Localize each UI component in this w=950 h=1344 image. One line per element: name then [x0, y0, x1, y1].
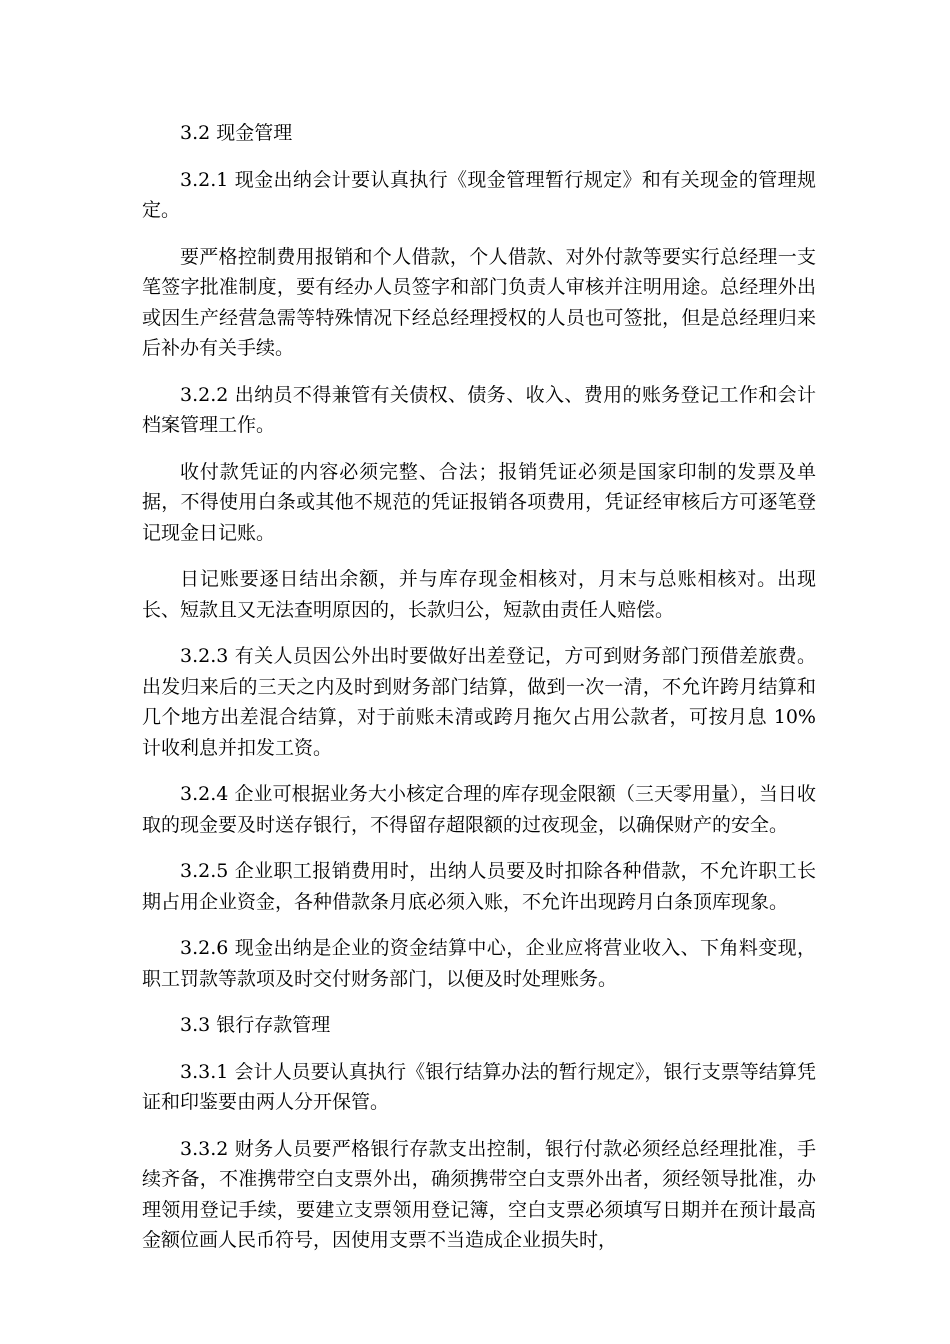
paragraph-3-2-3: 3.2.3 有关人员因公外出时要做好出差登记，方可到财务部门预借差旅费。出发归来后的三天之内及时到财务部门结算，做到一次一清，不允许跨月结算和几个地方出差混合结算，对于前账未清或跨月拖欠占用公款者，可按月息 10%计收利息并扣发工资。 [142, 645, 816, 759]
paragraph-voucher-rules: 收付款凭证的内容必须完整、合法；报销凭证必须是国家印制的发票及单据，不得使用白条或其他不规范的凭证报销各项费用，凭证经审核后方可逐笔登记现金日记账。 [142, 460, 816, 544]
paragraph-3-2-1: 3.2.1 现金出纳会计要认真执行《现金管理暂行规定》和有关现金的管理规定。 [142, 168, 816, 221]
paragraph-3-3-1: 3.3.1 会计人员要认真执行《银行结算办法的暂行规定》，银行支票等结算凭证和印鉴要由两人分开保管。 [142, 1060, 816, 1113]
document-page [142, 118, 816, 1272]
paragraph-expense-control: 要严格控制费用报销和个人借款，个人借款、对外付款等要实行总经理一支笔签字批准制度，要有经办人员签字和部门负责人审核并注明用途。总经理外出或因生产经营急需等特殊情况下经总经理授权的人员也可签批，但是总经理归来后补办有关手续。 [142, 245, 816, 359]
section-heading-3-3: 3.3 银行存款管理 [180, 1014, 331, 1036]
section-heading-3-2: 3.2 现金管理 [180, 122, 293, 144]
paragraph-3-3-2: 3.3.2 财务人员要严格银行存款支出控制，银行付款必须经总经理批准，手续齐备，不准携带空白支票外出，确须携带空白支票外出者，须经领导批准，办理领用登记手续，要建立支票领用登记簿，空白支票必须填写日期并在预计最高金额位画人民币符号，因使用支票不当造成企业损失时， [142, 1137, 816, 1251]
paragraph-3-2-4: 3.2.4 企业可根据业务大小核定合理的库存现金限额（三天零用量），当日收取的现金要及时送存银行，不得留存超限额的过夜现金，以确保财产的安全。 [142, 783, 816, 836]
paragraph-3-2-6: 3.2.6 现金出纳是企业的资金结算中心，企业应将营业收入、下角料变现，职工罚款等款项及时交付财务部门，以便及时处理账务。 [142, 937, 816, 990]
paragraph-3-2-5: 3.2.5 企业职工报销费用时，出纳人员要及时扣除各种借款，不允许职工长期占用企业资金，各种借款条月底必须入账，不允许出现跨月白条顶库现象。 [142, 860, 816, 913]
paragraph-daily-ledger: 日记账要逐日结出余额，并与库存现金相核对，月末与总账相核对。出现长、短款且又无法查明原因的，长款归公，短款由责任人赔偿。 [142, 568, 816, 621]
paragraph-3-2-2: 3.2.2 出纳员不得兼管有关债权、债务、收入、费用的账务登记工作和会计档案管理工作。 [142, 383, 816, 436]
